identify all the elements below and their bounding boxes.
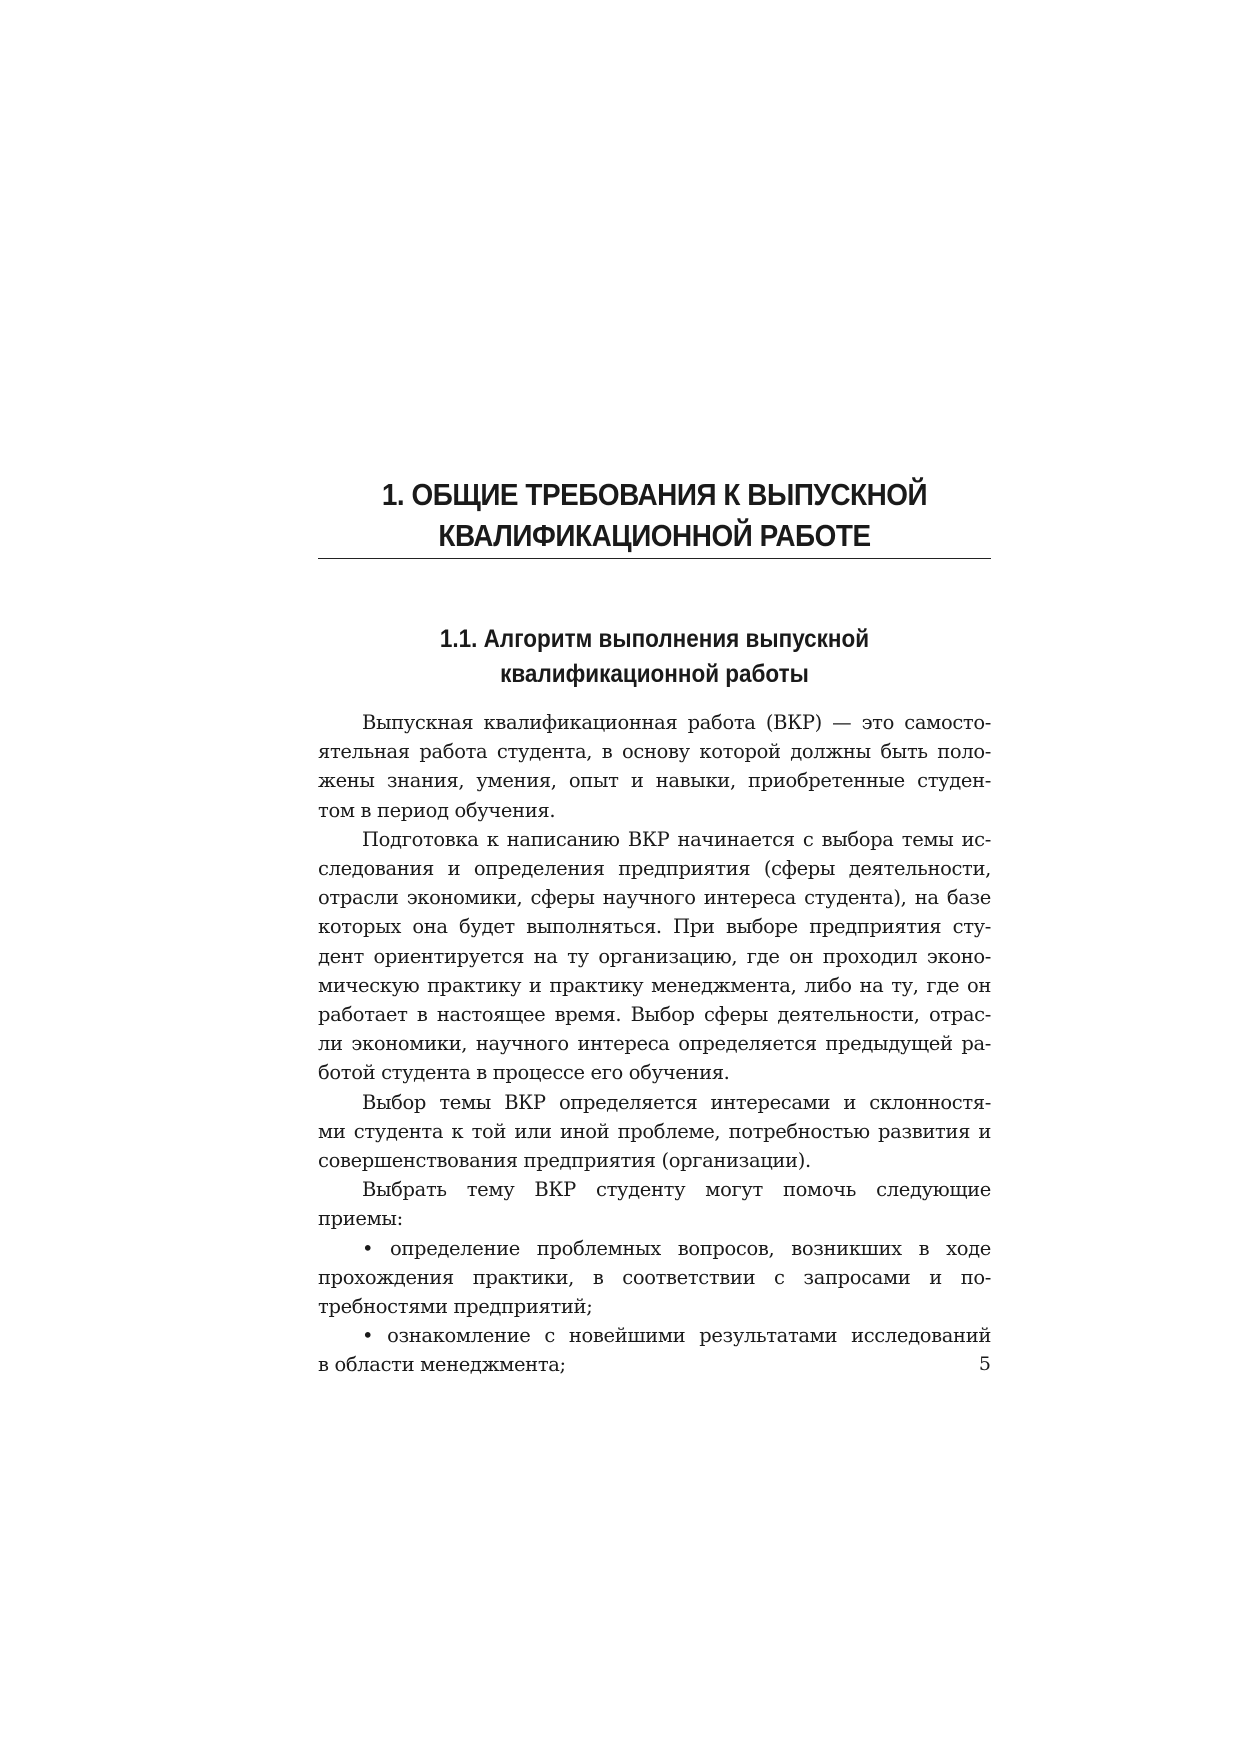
text-line: дент ориентируется на ту организацию, где он проходил эконо- — [318, 944, 991, 968]
text-line: следования и определения предприятия (сферы деятельности, — [318, 857, 991, 881]
paragraph — [318, 1088, 991, 1176]
text-line: • определение проблемных вопросов, возникших в ходе — [362, 1236, 991, 1260]
text-line: в области менеджмента; — [318, 1353, 566, 1377]
text-line: ятельная работа студента, в основу которой должны быть поло- — [318, 740, 991, 764]
text-line: • ознакомление с новейшими результатами исследований — [362, 1324, 991, 1348]
text-line: работает в настоящее время. Выбор сферы деятельности, отрас- — [318, 1003, 991, 1027]
text-line: требностями предприятий; — [318, 1295, 593, 1319]
text-line: прохождения практики, в соответствии с запросами и по- — [318, 1265, 991, 1289]
paragraph — [318, 1321, 991, 1379]
text-line: Выбор темы ВКР определяется интересами и склонностя- — [362, 1090, 991, 1114]
paragraph — [318, 1175, 991, 1233]
text-line: Выпускная квалификационная работа (ВКР) — это самосто- — [362, 711, 991, 734]
text-line: ми студента к той или иной проблеме, потребностью развития и — [318, 1119, 991, 1143]
text-line: ботой студента в процессе его обучения. — [318, 1061, 730, 1085]
chapter-title — [352, 474, 958, 556]
text-line: том в период обучения. — [318, 798, 556, 822]
section-title-line: 1.1. Алгоритм выполнения выпускной — [439, 625, 870, 653]
chapter-divider — [318, 558, 991, 559]
text-line: совершенствования предприятия (организации). — [318, 1149, 811, 1173]
chapter-title-line: КВАЛИФИКАЦИОННОЙ РАБОТЕ — [438, 518, 871, 553]
text-line: отрасли экономики, сферы научного интереса студента), на базе — [318, 886, 991, 910]
paragraph — [318, 708, 991, 825]
section-title-line: квалификационной работы — [500, 660, 809, 688]
paragraph — [318, 1234, 991, 1322]
text-line: Подготовка к написанию ВКР начинается с выбора темы ис- — [362, 827, 991, 851]
text-line: мическую практику и практику менеджмента, либо на ту, где он — [318, 973, 991, 997]
paragraph — [318, 825, 991, 1088]
page-number: 5 — [978, 1353, 991, 1375]
text-line: которых она будет выполняться. При выборе предприятия сту- — [318, 915, 991, 939]
text-line: приемы: — [318, 1207, 403, 1231]
text-line: Выбрать тему ВКР студенту могут помочь следующие — [362, 1178, 991, 1202]
text-line: ли экономики, научного интереса определяется предыдущей ра- — [318, 1032, 991, 1056]
body-text — [318, 708, 991, 1380]
text-line: жены знания, умения, опыт и навыки, приобретенные студен- — [318, 769, 991, 793]
section-title — [352, 622, 958, 692]
chapter-title-line: 1. ОБЩИЕ ТРЕБОВАНИЯ К ВЫПУСКНОЙ — [381, 477, 928, 512]
